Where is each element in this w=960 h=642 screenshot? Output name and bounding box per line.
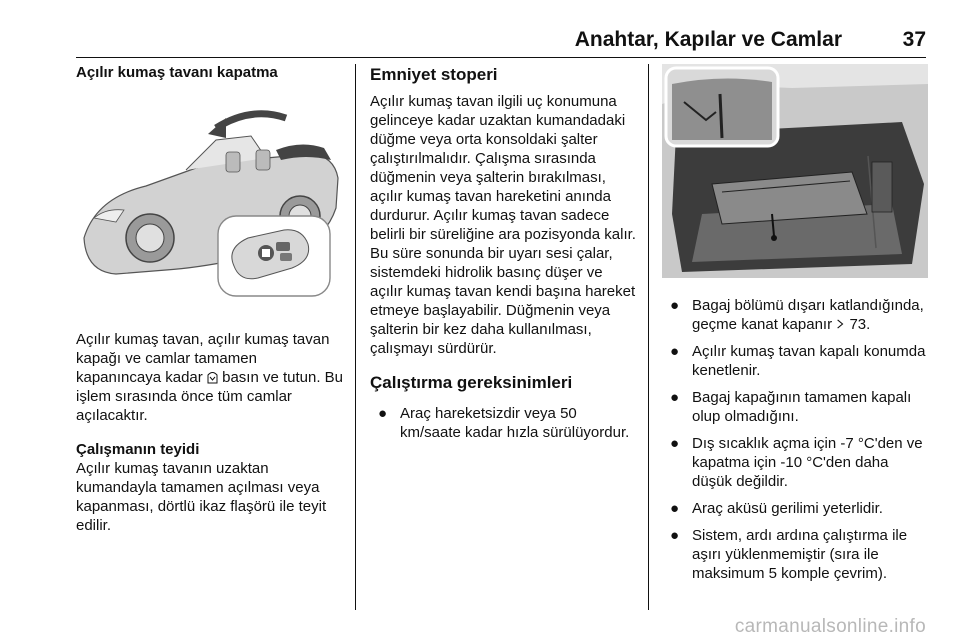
page-reference-link[interactable]: 73. [849,316,871,333]
close-roof-text-end: basın ve tutun. Bu işlem sırasında önce tüm camlar açılacaktır. [76,369,344,424]
column-divider-1 [355,64,356,610]
list-item: ● Bagaj bölümü dışarı katlandığında, geçme kanat kapanır 73. [670,297,924,333]
list-item: ● Açılır kumaş tavan kapalı konumda kenetlenir. [670,343,926,379]
operation-confirmation-heading: Çalışmanın teyidi [76,441,200,458]
bullet-dot: ● [670,527,680,544]
convertible-car-illustration [76,88,344,318]
list-item: ● Araç hareketsizdir veya 50 km/saate kadar hızla sürülüyordur. [378,405,630,441]
page-number: 37 [902,28,926,51]
column-left [76,64,344,535]
list-item: ● Bagaj kapağının tamamen kapalı olup olmadığını. [670,389,912,425]
safety-stop-heading: Emniyet stoperi [370,65,498,84]
operating-requirements-heading: Çalıştırma gereksinimleri [370,373,573,392]
bullet-dot: ● [670,343,680,360]
list-item: ● Sistem, ardı ardına çalıştırma ile aşırı yüklenmemiştir (sıra ile maksimum 5 komple çevrim). [670,527,908,582]
bullet-dot: ● [670,389,680,406]
list-item: ● Araç aküsü gerilimi yeterlidir. [670,500,883,517]
bullet-dot: ● [670,435,680,452]
roof-close-icon [207,370,218,384]
section-heading-close-roof: Açılır kumaş tavanı kapatma [76,64,278,81]
bullet-dot: ● [670,297,680,314]
trunk-image [662,64,928,278]
page-header-title: Anahtar, Kapılar ve Camlar [574,28,842,51]
operation-confirmation-paragraph: Açılır kumaş tavanın uzaktan kumandayla tamamen açılması veya kapanması, dörtlü ikaz flaşörü ile teyit edilir. [76,460,327,534]
page-reference-arrow-icon [836,317,845,331]
column-right [662,64,928,591]
close-roof-paragraph [76,330,344,425]
column-middle [370,64,638,450]
page-header [0,0,960,56]
trunk-compartment-illustration [662,64,928,278]
bullet-dot: ● [670,500,680,517]
header-divider [76,57,926,58]
bullet-dot: ● [378,405,388,422]
requirements-list-continued [662,296,928,583]
car-with-key-image [76,88,344,318]
safety-stop-paragraph: Açılır kumaş tavan ilgili uç konumuna gelinceye kadar uzaktan kumandadaki düğme veya orta konsoldaki şalter çalıştırılmalıdır. Çalışma sırasında düğmenin veya şalterin bırakılması, açılır kumaş tavan hareketini anında durdurur. Açılır kumaş tavan sadece belirli bir süreliğine ara pozisyonda kalır. Bu süre sonunda bir uyarı sesi çalar, sistemdeki hidrolik basınç düşer ve açılır kumaş tavan kendi başına hareket etmeye başlayabilir. Düğmenin veya şalterin bir kez daha kullanılması, çalışmayı sürdürür. [370,93,636,357]
watermark: carmanualsonline.info [734,616,926,637]
column-divider-2 [648,64,649,610]
list-item: ● Dış sıcaklık açma için -7 °C'den ve kapatma için -10 °C'den daha düşük değildir. [670,435,923,490]
operating-requirements-list [370,404,638,442]
close-roof-text-start: Açılır kumaş tavan, açılır kumaş tavan kapağı ve camlar tamamen kapanıncaya kadar [76,331,330,386]
